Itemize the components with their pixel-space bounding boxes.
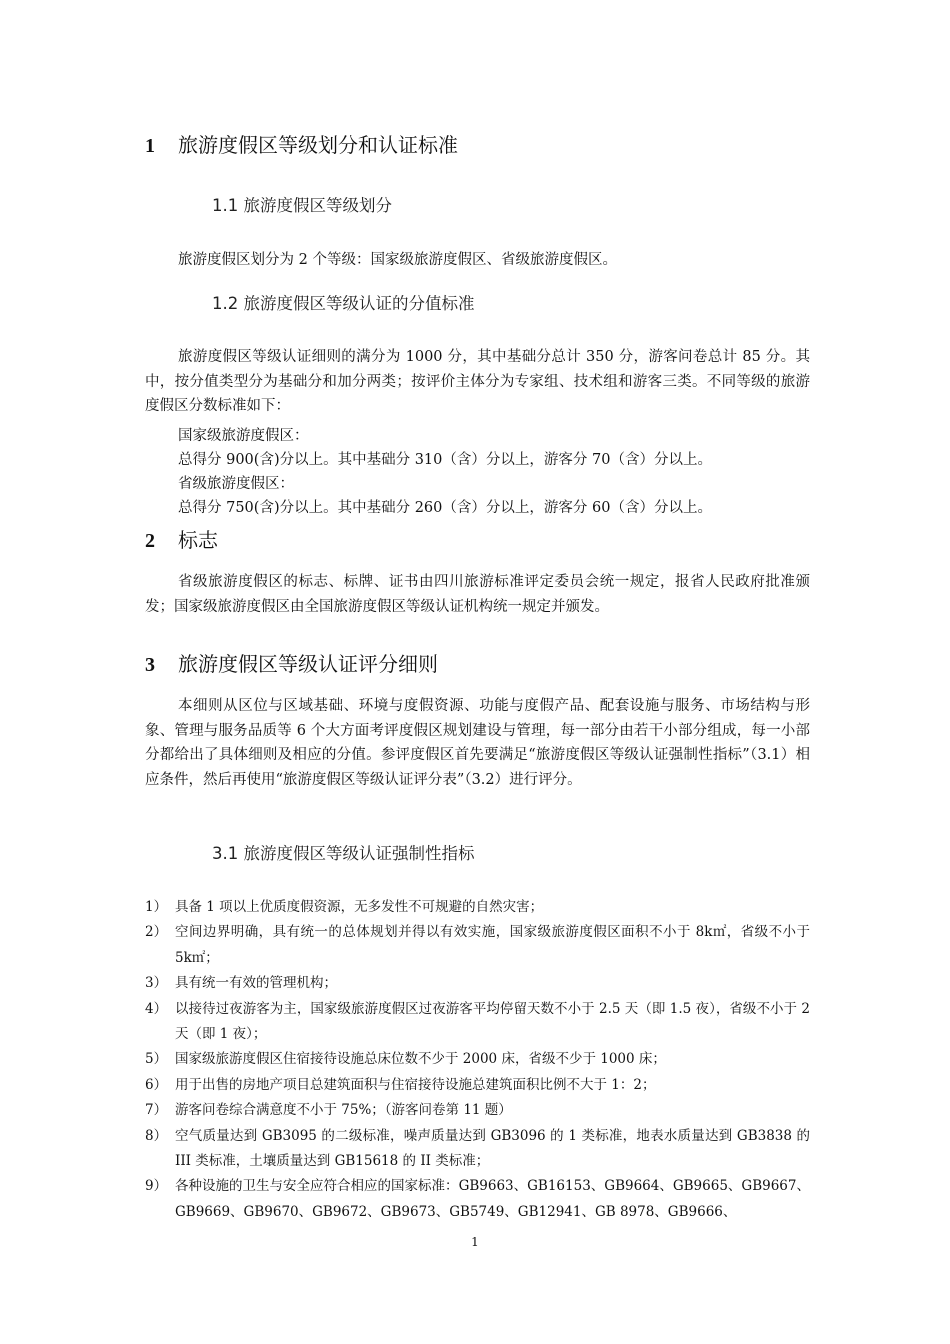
section-3-heading: [145, 652, 438, 677]
section-1-1-paragraph: 旅游度假区划分为 2 个等级：国家级旅游度假区、省级旅游度假区。: [178, 252, 617, 268]
item-number: 6）: [145, 1076, 168, 1093]
item-number: 2）: [145, 924, 168, 941]
national-label: 国家级旅游度假区：: [178, 428, 309, 444]
section-3-1-heading: 3.1 旅游度假区等级认证强制性指标: [212, 844, 475, 863]
item-text: 用于出售的房地产项目总建筑面积与住宿接待设施总建筑面积比例不大于 1：2；: [175, 1076, 656, 1093]
section-1-2-paragraph: 旅游度假区等级认证细则的满分为 1000 分，其中基础分总计 350 分，游客问卷总计 85 分。其中，按分值类型分为基础分和加分两类；按评价主体分为专家组、技术组和游客三类。不同等级的旅游度假区分数标准如下：: [145, 349, 810, 414]
list-item: [145, 895, 810, 920]
list-item: [145, 1073, 810, 1098]
item-number: 3）: [145, 975, 168, 992]
national-score-text: 总得分 900(含)分以上。其中基础分 310（含）分以上，游客分 70（含）分以上。: [178, 452, 712, 468]
section-1-1-heading: 1.1 旅游度假区等级划分: [212, 196, 392, 215]
list-item: [145, 1098, 810, 1123]
section-1-heading: [145, 133, 458, 158]
section-title: 旅游度假区等级认证评分细则: [178, 652, 438, 676]
item-number: 9）: [145, 1178, 168, 1195]
section-2-paragraph: 省级旅游度假区的标志、标牌、证书由四川旅游标准评定委员会统一规定，报省人民政府批准颁发；国家级旅游度假区由全国旅游度假区等级认证机构统一规定并颁发。: [145, 574, 810, 615]
item-number: 8）: [145, 1127, 168, 1144]
item-number: 5）: [145, 1051, 168, 1068]
item-text: 具有统一有效的管理机构；: [175, 975, 337, 992]
list-item: [145, 971, 810, 996]
item-number: 1）: [145, 899, 168, 915]
section-number: 3: [145, 654, 155, 676]
list-item: [145, 997, 810, 1048]
item-text: 各种设施的卫生与安全应符合相应的国家标准：GB9663、GB16153、GB9664、GB9665、GB9667、GB9669、GB9670、GB9672、GB9673、GB5749、GB12941、GB 8978、GB9666、: [175, 1178, 810, 1220]
list-item: [145, 920, 810, 971]
list-item: [145, 1124, 810, 1175]
item-text: 具备 1 项以上优质度假资源，无多发性不可规避的自然灾害；: [175, 899, 544, 915]
section-number: 1: [145, 135, 155, 157]
item-text: 空气质量达到 GB3095 的二级标准，噪声质量达到 GB3096 的 1 类标准，地表水质量达到 GB3838 的 III 类标准，土壤质量达到 GB15618 的 II 类标准；: [175, 1127, 810, 1170]
section-2-heading: [145, 528, 218, 553]
provincial-label: 省级旅游度假区：: [178, 476, 294, 492]
provincial-score-text: 总得分 750(含)分以上。其中基础分 260（含）分以上，游客分 60（含）分以上。: [178, 500, 712, 516]
item-text: 以接待过夜游客为主，国家级旅游度假区过夜游客平均停留天数不小于 2.5 天（即 1.5 夜），省级不小于 2 天（即 1 夜）；: [175, 1000, 810, 1043]
item-text: 空间边界明确，具有统一的总体规划并得以有效实施，国家级旅游度假区面积不小于 8k㎡，省级不小于 5k㎡；: [175, 924, 810, 966]
item-number: 4）: [145, 1000, 168, 1017]
page-number: 1: [471, 1235, 479, 1249]
mandatory-indicator-list: [145, 895, 810, 1225]
section-title: 旅游度假区等级划分和认证标准: [178, 133, 458, 157]
item-text: 国家级旅游度假区住宿接待设施总床位数不少于 2000 床，省级不少于 1000 床；: [175, 1051, 666, 1068]
section-number: 2: [145, 530, 155, 552]
item-text: 游客问卷综合满意度不小于 75%；（游客问卷第 11 题）: [175, 1102, 512, 1119]
item-number: 7）: [145, 1102, 168, 1119]
list-item: [145, 1174, 810, 1225]
list-item: [145, 1047, 810, 1072]
section-1-2-heading: 1.2 旅游度假区等级认证的分值标准: [212, 294, 475, 313]
section-3-paragraph: 本细则从区位与区域基础、环境与度假资源、功能与度假产品、配套设施与服务、市场结构与形象、管理与服务品质等 6 个大方面考评度假区规划建设与管理，每一部分由若干小部分组成，每一小部分都给出了具体细则及相应的分值。参评度假区首先要满足“旅游度假区等级认证强制性指标”（3.1）相应条件，然后再使用“旅游度假区等级认证评分表”（3.2）进行评分。: [145, 698, 810, 788]
section-title: 标志: [178, 528, 218, 552]
